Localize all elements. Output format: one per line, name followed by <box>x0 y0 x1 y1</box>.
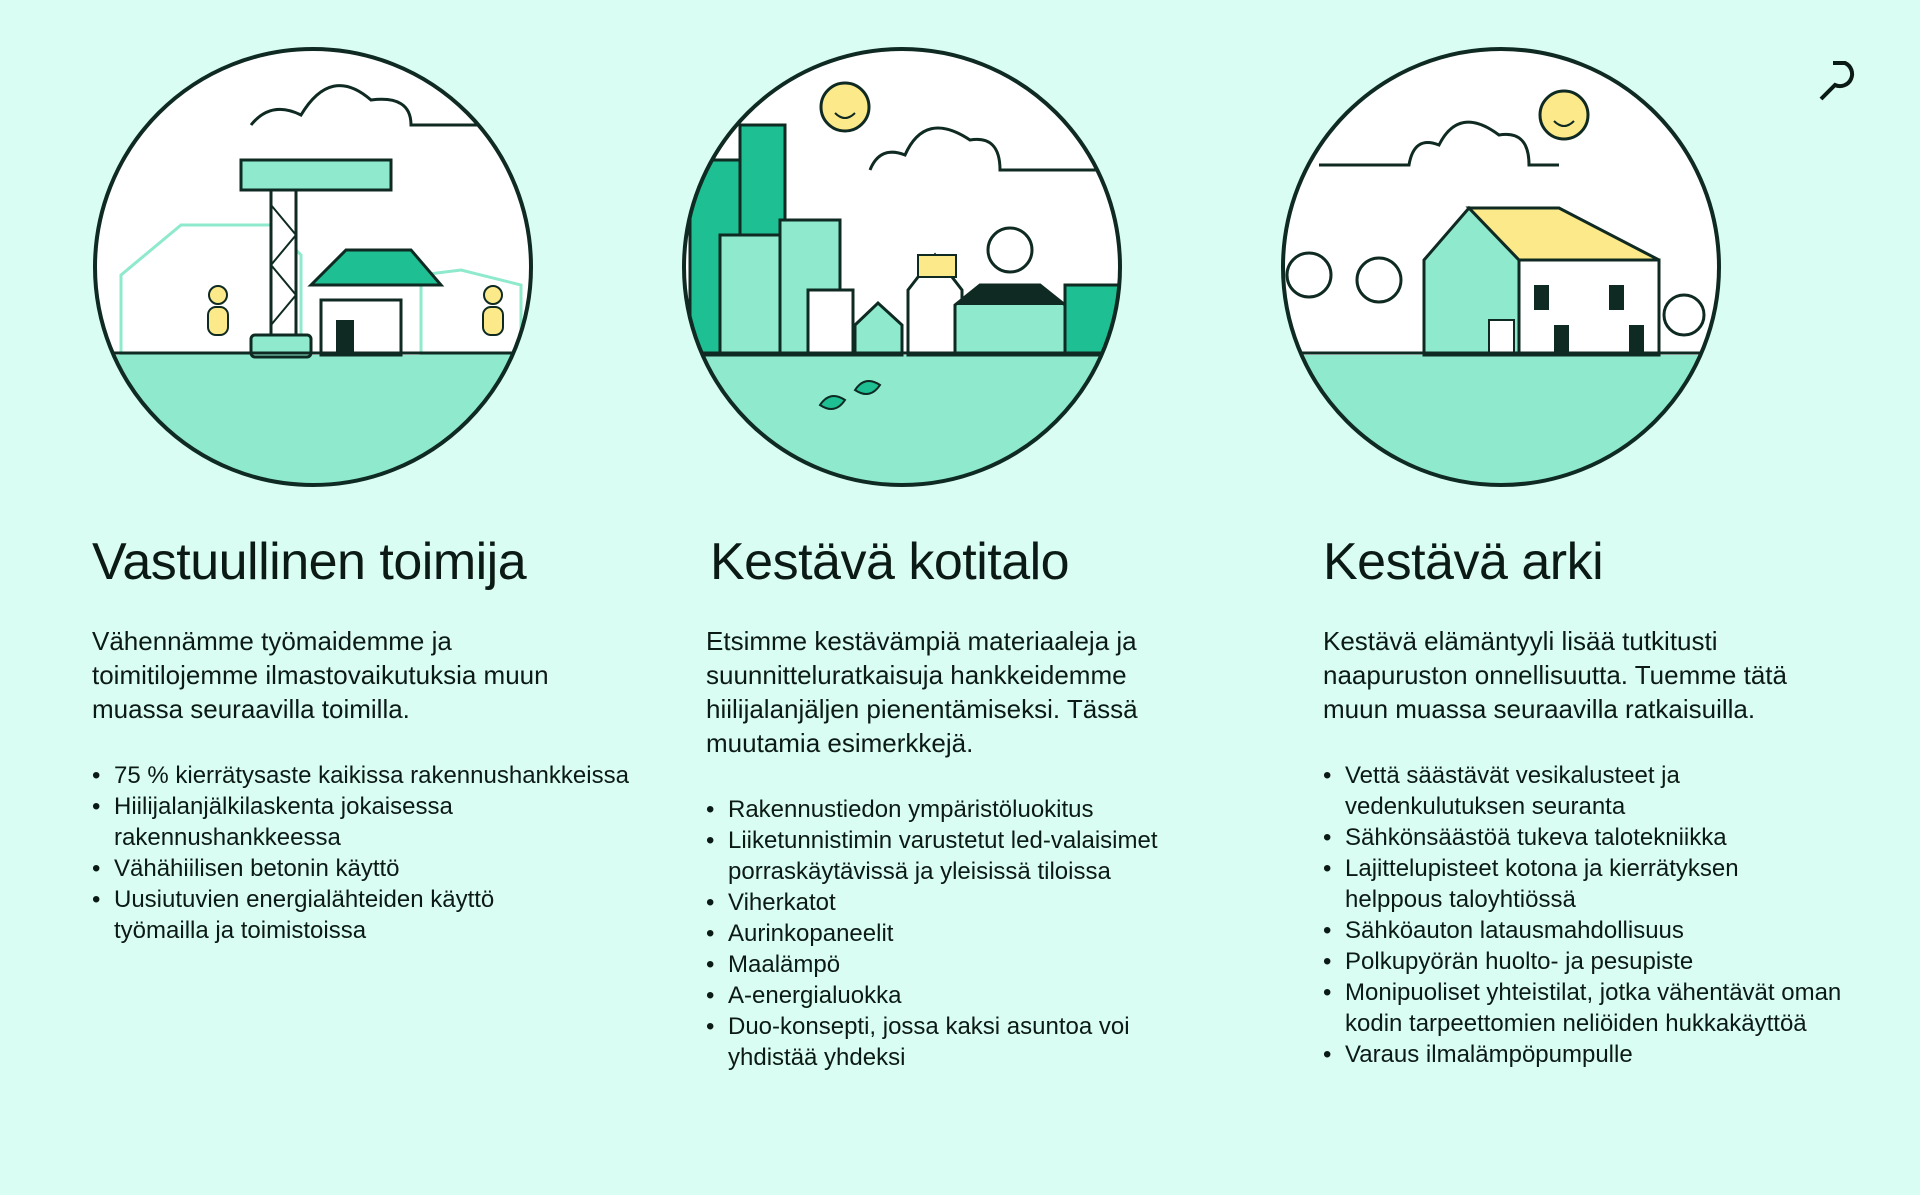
section-title: Vastuullinen toimija <box>92 533 527 591</box>
list-item: • Rakennustiedon ympäristöluokitus <box>706 794 1266 825</box>
list-item: • Lajittelupisteet kotona ja kierrätyksen helppous taloyhtiössä <box>1323 853 1825 915</box>
list-item: • Maalämpö <box>706 949 1266 980</box>
list-item: • Uusiutuvien energialähteiden käyttö työmailla ja toimistoissa <box>92 884 574 946</box>
list-item: • Liiketunnistimin varustetut led-valaisimet porraskäytävissä ja yleisissä tiloissa <box>706 825 1248 887</box>
list-item: • Duo-konsepti, jossa kaksi asuntoa voi yhdistää yhdeksi <box>706 1011 1208 1073</box>
bullet-list <box>1323 760 1883 1070</box>
bullet-list <box>92 760 652 946</box>
brand-logo-icon <box>1815 55 1860 105</box>
column-sustainable-everyday <box>1323 530 1883 1070</box>
sustainable-city-illustration <box>680 45 1124 489</box>
neighbourhood-illustration <box>1279 45 1723 489</box>
column-sustainable-home <box>706 530 1266 1073</box>
section-title: Kestävä arki <box>1323 533 1604 591</box>
list-item: • Hiilijalanjälkilaskenta jokaisessa rakennushankkeessa <box>92 791 534 853</box>
list-item: • Varaus ilmalämpöpumpulle <box>1323 1039 1883 1070</box>
list-item: • Viherkatot <box>706 887 1266 918</box>
section-intro: Etsimme kestävämpiä materiaaleja ja suunnitteluratkaisuja hankkeidemme hiilijalanjäljen pienentämiseksi. Tässä muutamia esimerkkejä. <box>706 626 1138 758</box>
list-item: • Aurinkopaneelit <box>706 918 1266 949</box>
list-item: • Monipuoliset yhteistilat, jotka vähentävät oman kodin tarpeettomien neliöiden hukkakäyttöä <box>1323 977 1865 1039</box>
section-title: Kestävä kotitalo <box>710 533 1070 591</box>
list-item: • Sähköauton latausmahdollisuus <box>1323 915 1883 946</box>
list-item: • Polkupyörän huolto- ja pesupiste <box>1323 946 1883 977</box>
list-item: • Vettä säästävät vesikalusteet ja vedenkulutuksen seuranta <box>1323 760 1765 822</box>
column-responsible-operator <box>92 530 652 946</box>
list-item: • A-energialuokka <box>706 980 1266 1011</box>
list-item: • 75 % kierrätysaste kaikissa rakennushankkeissa <box>92 760 652 791</box>
construction-site-illustration <box>91 45 535 489</box>
list-item: • Sähkönsäästöä tukeva talotekniikka <box>1323 822 1883 853</box>
bullet-list <box>706 794 1266 1073</box>
section-intro: Vähennämme työmaidemme ja toimitilojemme ilmastovaikutuksia muun muassa seuraavilla toimilla. <box>92 626 549 724</box>
section-intro: Kestävä elämäntyyli lisää tutkitusti naapuruston onnellisuutta. Tuemme tätä muun muassa seuraavilla ratkaisuilla. <box>1323 626 1787 724</box>
list-item: • Vähähiilisen betonin käyttö <box>92 853 652 884</box>
